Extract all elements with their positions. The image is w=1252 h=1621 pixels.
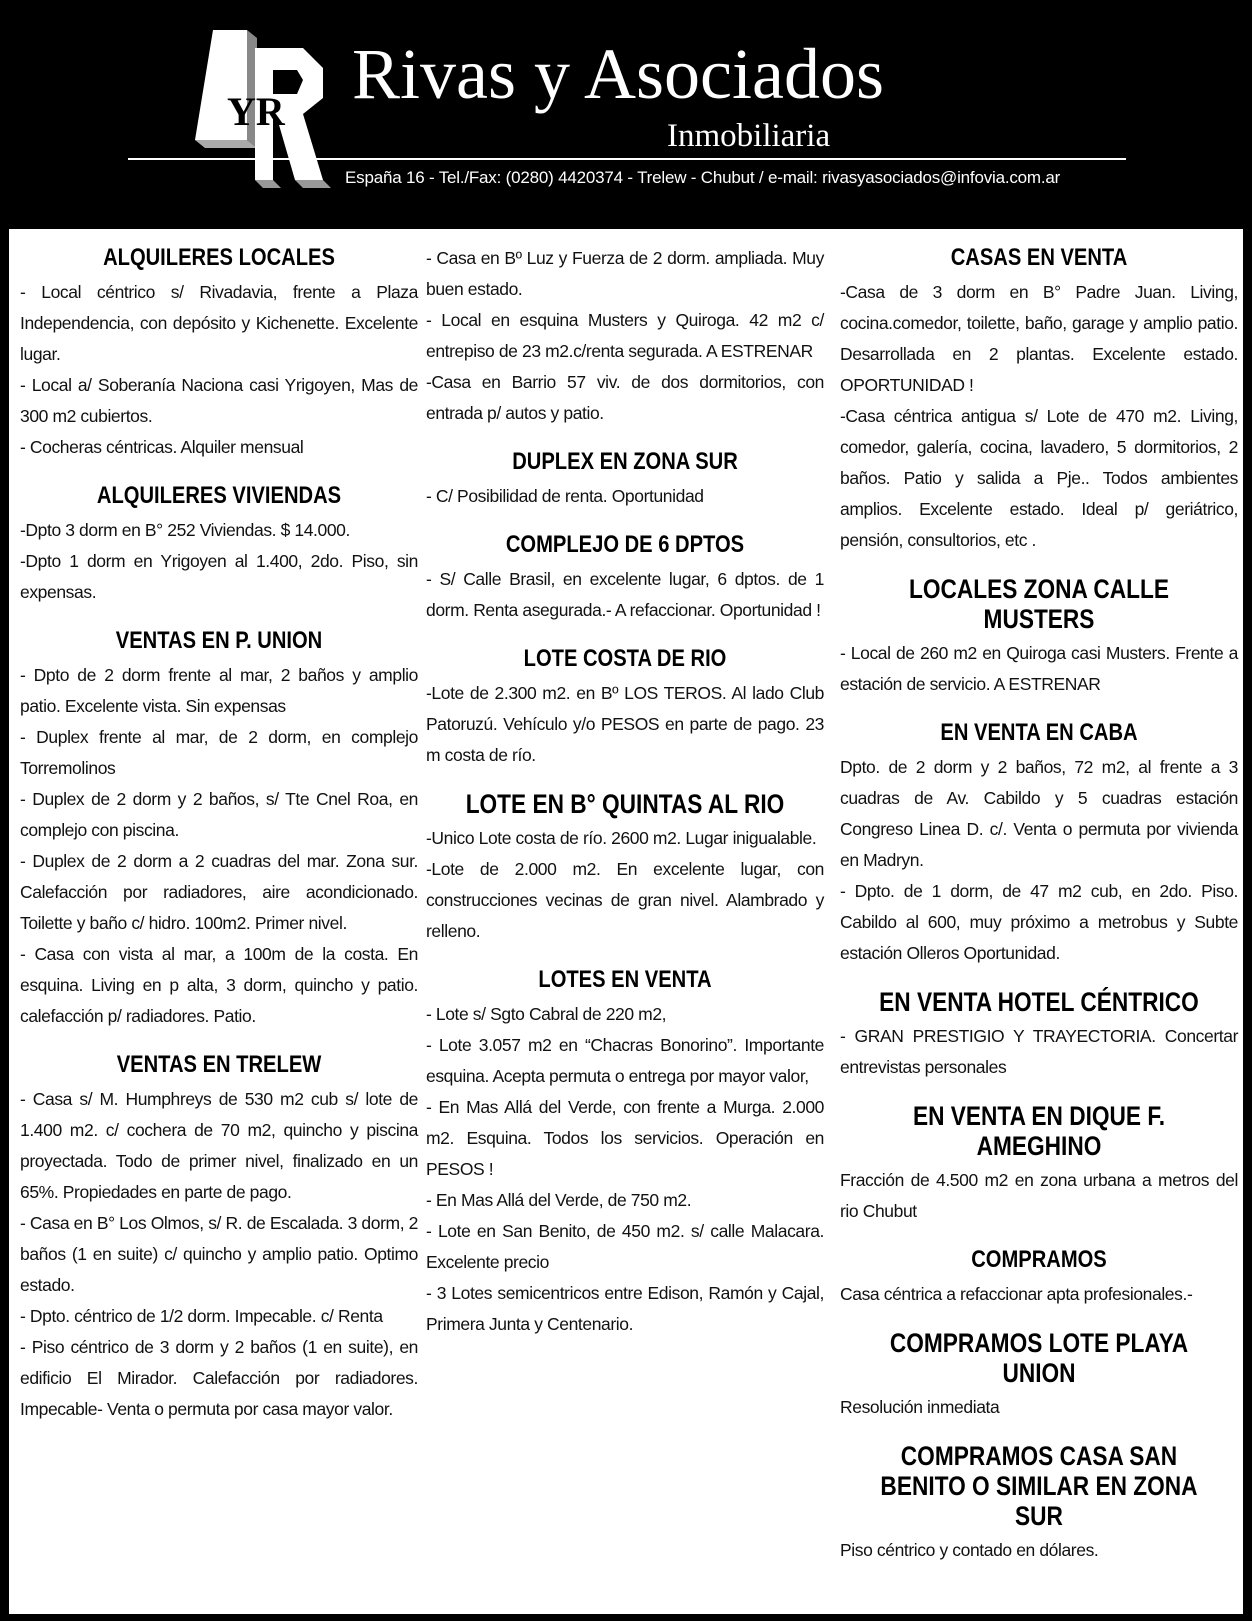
- listing-item: - Casa en Bº Luz y Fuerza de 2 dorm. ampliada. Muy buen estado.: [426, 248, 824, 299]
- section-title: LOTE COSTA DE RIO: [523, 645, 727, 672]
- listing-section: [426, 789, 824, 947]
- listing-section: [426, 447, 824, 512]
- section-title: CASAS EN VENTA: [950, 244, 1128, 271]
- listing-item: - Local en esquina Musters y Quiroga. 42 m2 c/ entrepiso de 23 m2.c/renta segurada. A ESTRENAR: [426, 310, 824, 361]
- listing-item: - En Mas Allá del Verde, de 750 m2.: [426, 1190, 692, 1210]
- svg-text:YR: YR: [227, 89, 285, 134]
- section-title: COMPRAMOS LOTE PLAYA UNION: [889, 1328, 1189, 1388]
- listing-section: [426, 965, 824, 1340]
- section-title: COMPRAMOS CASA SAN BENITO O SIMILAR EN ZONA SUR: [880, 1441, 1198, 1531]
- listing-item: - C/ Posibilidad de renta. Oportunidad: [426, 486, 704, 506]
- section-title: LOTE EN B° QUINTAS AL RIO: [465, 789, 785, 819]
- listing-section: [20, 1050, 418, 1425]
- listings-panel: [9, 229, 1243, 1614]
- listing-item: - Piso céntrico de 3 dorm y 2 baños (1 en suite), en edificio El Mirador. Calefacción por radiadores. Impecable- Venta o permuta por casa mayor valor.: [20, 1337, 418, 1419]
- column-2: [426, 243, 824, 1358]
- listing-item: - Dpto. de 1 dorm, de 47 m2 cub, en 2do. Piso. Cabildo al 600, muy próximo a metrobus y Subte estación Olleros Oportunidad.: [840, 881, 1238, 963]
- section-title: ALQUILERES VIVIENDAS: [96, 482, 342, 509]
- listing-section: [20, 626, 418, 1032]
- listing-item: - Duplex frente al mar, de 2 dorm, en complejo Torremolinos: [20, 727, 418, 778]
- section-title: EN VENTA EN DIQUE F. AMEGHINO: [912, 1101, 1166, 1161]
- section-title: COMPLEJO DE 6 DPTOS: [505, 531, 745, 558]
- section-title: COMPRAMOS: [971, 1246, 1107, 1273]
- listing-item: -Dpto 3 dorm en B° 252 Viviendas. $ 14.000.: [20, 520, 350, 540]
- listing-item: -Lote de 2.000 m2. En excelente lugar, con construcciones vecinas de gran nivel. Alambrado y relleno.: [426, 859, 824, 941]
- listing-item: - Casa con vista al mar, a 100m de la costa. En esquina. Living en p alta, 3 dorm, quincho y patio. calefacción p/ radiadores. Patio.: [20, 944, 418, 1026]
- column-3: [840, 243, 1238, 1584]
- listing-section: [20, 243, 418, 463]
- listing-item: - S/ Calle Brasil, en excelente lugar, 6 dptos. de 1 dorm. Renta asegurada.- A refaccionar. Oportunidad !: [426, 569, 824, 620]
- section-title: LOTES EN VENTA: [538, 966, 712, 993]
- listing-section: [20, 481, 418, 608]
- listing-item: -Lote de 2.300 m2. en Bº LOS TEROS. Al lado Club Patoruzú. Vehículo y/o PESOS en parte de pago. 23 m costa de río.: [426, 683, 824, 765]
- listing-item: Resolución inmediata: [840, 1397, 1000, 1417]
- section-title: DUPLEX EN ZONA SUR: [512, 448, 738, 475]
- section-title: LOCALES ZONA CALLE MUSTERS: [909, 574, 1169, 634]
- listing-item: - Cocheras céntricas. Alquiler mensual: [20, 437, 304, 457]
- listing-section: [426, 243, 824, 429]
- listing-item: - Casa s/ M. Humphreys de 530 m2 cub s/ lote de 1.400 m2. c/ cochera de 70 m2, quincho y piscina proyectada. Todo de primer nivel, finalizado en un 65%. Propiedades en parte de pago.: [20, 1089, 418, 1202]
- listing-section: [840, 718, 1238, 969]
- listing-item: - GRAN PRESTIGIO Y TRAYECTORIA. Concertar entrevistas personales: [840, 1026, 1238, 1077]
- listing-item: - 3 Lotes semicentricos entre Edison, Ramón y Cajal, Primera Junta y Centenario.: [426, 1283, 824, 1334]
- listing-section: [840, 243, 1238, 556]
- listing-item: - Duplex de 2 dorm a 2 cuadras del mar. Zona sur. Calefacción por radiadores, aire acondicionado. Toilette y baño c/ hidro. 100m2. Primer nivel.: [20, 851, 418, 933]
- contact-info: España 16 - Tel./Fax: (0280) 4420374 - Trelew - Chubut / e-mail: rivasyasociados@infovia.com.ar: [345, 168, 1061, 187]
- listing-item: - Casa en B° Los Olmos, s/ R. de Escalada. 3 dorm, 2 baños (1 en suite) c/ quincho y amplio patio. Optimo estado.: [20, 1213, 418, 1295]
- listing-item: - Lote 3.057 m2 en “Chacras Bonorino”. Importante esquina. Acepta permuta o entrega por mayor valor,: [426, 1035, 824, 1086]
- listing-item: Piso céntrico y contado en dólares.: [840, 1540, 1099, 1560]
- listing-section: [840, 1441, 1238, 1566]
- company-subtitle: Inmobiliaria: [667, 118, 831, 154]
- section-title: VENTAS EN TRELEW: [116, 1051, 322, 1078]
- listing-section: [840, 987, 1238, 1083]
- company-logo: [185, 30, 335, 190]
- listing-section: [840, 574, 1238, 700]
- header: [0, 0, 1252, 228]
- listing-item: - En Mas Allá del Verde, con frente a Murga. 2.000 m2. Esquina. Todos los servicios. Operación en PESOS !: [426, 1097, 824, 1179]
- listing-item: Fracción de 4.500 m2 en zona urbana a metros del rio Chubut: [840, 1170, 1238, 1221]
- listing-item: - Local céntrico s/ Rivadavia, frente a Plaza Independencia, con depósito y Kichenette. Excelente lugar.: [20, 282, 418, 364]
- section-title: EN VENTA EN CABA: [940, 719, 1138, 746]
- section-title: ALQUILERES LOCALES: [103, 244, 335, 271]
- listing-item: Casa céntrica a refaccionar apta profesionales.-: [840, 1284, 1193, 1304]
- listing-item: - Local de 260 m2 en Quiroga casi Musters. Frente a estación de servicio. A ESTRENAR: [840, 643, 1238, 694]
- listing-section: [840, 1245, 1238, 1310]
- listing-item: - Lote s/ Sgto Cabral de 220 m2,: [426, 1004, 667, 1024]
- listing-item: -Unico Lote costa de río. 2600 m2. Lugar inigualable.: [426, 828, 817, 848]
- listing-item: - Dpto. céntrico de 1/2 dorm. Impecable. c/ Renta: [20, 1306, 383, 1326]
- listing-item: Dpto. de 2 dorm y 2 baños, 72 m2, al frente a 3 cuadras de Av. Cabildo y 5 cuadras estación Congreso Linea D. c/. Venta o permuta por vivienda en Madryn.: [840, 757, 1238, 870]
- listing-item: -Casa céntrica antigua s/ Lote de 470 m2. Living, comedor, galería, cocina, lavadero, 5 dormitorios, 2 baños. Patio y salida a Pje.. Todos ambientes amplios. Excelente estado. Ideal p/ geriátrico, pensión, consultorios, etc .: [840, 406, 1238, 550]
- listing-section: [840, 1328, 1238, 1423]
- listing-section: [426, 530, 824, 626]
- listing-item: - Local a/ Soberanía Naciona casi Yrigoyen, Mas de 300 m2 cubiertos.: [20, 375, 418, 426]
- section-title: EN VENTA HOTEL CÉNTRICO: [879, 987, 1199, 1017]
- listing-section: [426, 644, 824, 771]
- listing-item: -Dpto 1 dorm en Yrigoyen al 1.400, 2do. Piso, sin expensas.: [20, 551, 418, 602]
- header-divider: [128, 158, 1126, 160]
- listing-item: - Dpto de 2 dorm frente al mar, 2 baños y amplio patio. Excelente vista. Sin expensas: [20, 665, 418, 716]
- listing-section: [840, 1101, 1238, 1227]
- listing-item: - Lote en San Benito, de 450 m2. s/ calle Malacara. Excelente precio: [426, 1221, 824, 1272]
- listing-item: - Duplex de 2 dorm y 2 baños, s/ Tte Cnel Roa, en complejo con piscina.: [20, 789, 418, 840]
- listing-item: -Casa en Barrio 57 viv. de dos dormitorios, con entrada p/ autos y patio.: [426, 372, 824, 423]
- section-title: VENTAS EN P. UNION: [115, 627, 323, 654]
- company-name: Rivas y Asociados: [352, 34, 884, 114]
- column-1: [20, 243, 418, 1443]
- listing-item: -Casa de 3 dorm en B° Padre Juan. Living, cocina.comedor, toilette, baño, garage y amplio patio. Desarrollada en 2 plantas. Excelente estado. OPORTUNIDAD !: [840, 282, 1238, 395]
